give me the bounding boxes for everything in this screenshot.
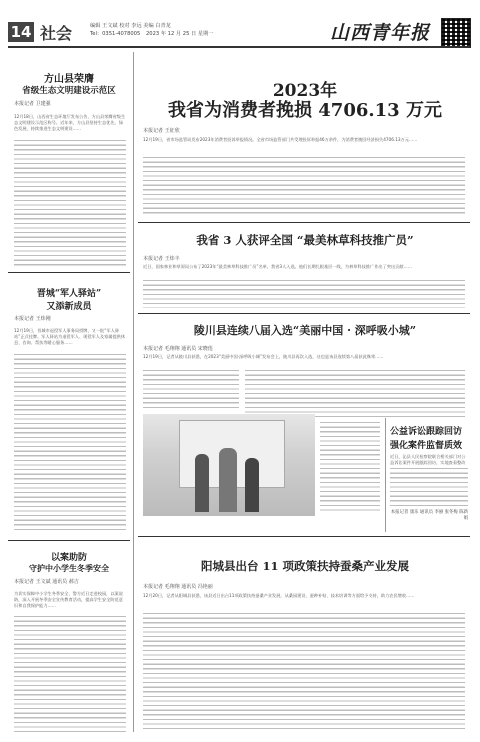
story3-byline: 本报记者 王文斌 通讯员 郝吉 (14, 579, 79, 585)
story3-title-1: 以案助防 (50, 553, 87, 563)
story6-title-2: 强化案件监督质效 (389, 441, 462, 451)
story7-text: 12月20日，记者从阳城县获悉，该县近日出台11项政策扶持蚕桑产业发展，从桑园建设、蚕种补贴、技术培训等方面给予支持，助力农民增收…… (143, 593, 415, 598)
lead-body (143, 155, 465, 217)
story2-byline: 本报记者 王炜刚 (14, 316, 51, 322)
story4-rule (138, 313, 470, 314)
story2-body (14, 352, 126, 530)
story5-body-left (143, 368, 239, 410)
lead-title-2: 我省为消费者挽损 4706.13 万元 (168, 100, 442, 121)
story3-text: 为切实保障中小学生冬季安全，警方近日走进校园，以案说防，深入开展冬季安全宣传教育活动，提高学生安全防范意识和自我保护能力…… (14, 591, 123, 608)
story6-text: 近日，沁县人民检察院联合相关部门对公益诉讼案件开展跟踪回访，实地查看整改 (390, 454, 466, 465)
qr-code-icon (441, 18, 471, 48)
photo-person-1 (195, 454, 209, 512)
story5-body (245, 368, 465, 418)
lead-rule (138, 222, 470, 223)
story4-body (143, 278, 465, 308)
story5-rule (138, 536, 470, 537)
story4-title: 我省 3 人获评全国 “最美林草科技推广员” (196, 233, 414, 247)
story5-photo (143, 414, 315, 516)
story5-text: 12月19日，记者从陵川县获悉，在2023“美丽中国·深呼吸小城”发布会上，陵川县再次入选，这也是该县连续第八届获此殊荣…… (143, 354, 384, 359)
story6-byline: 本报记者 康乐 通讯员 李丽 张冬梅 陈新娟 (390, 510, 468, 521)
story3-body (14, 614, 126, 732)
story7-title: 阳城县出台 11 项政策扶持蚕桑产业发展 (200, 559, 409, 573)
story1-rule (8, 272, 130, 273)
header-rule (8, 46, 470, 48)
story1-text: 12月18日，山西省生态环境厅发布公告，方山县荣膺省级生态文明建设示范区称号。近年来，方山县坚持生态优先、绿色发展，持续推进生态文明建设…… (14, 114, 126, 131)
lead-title-1: 2023年 (272, 81, 338, 101)
header-editors: 编辑 王文斌 校对 李远 美编 白青龙 (90, 23, 171, 29)
story4-byline: 本报记者 王炜丰 (143, 256, 180, 262)
story5-title: 陵川县连续八届入选“美丽中国 · 深呼吸小城” (193, 324, 417, 337)
story7-byline: 本报记者 毛翔翔 通讯员 冯艳丽 (143, 584, 213, 590)
section-name: 社会 (40, 24, 73, 43)
story1-body (14, 138, 126, 266)
header-phone: Tel：0351-4078005 (90, 31, 141, 37)
story5-byline: 本报记者 毛翔翔 通讯员 宋晓莲 (143, 346, 213, 352)
story2-title-1: 晋城“军人驿站” (36, 289, 102, 299)
story1-byline: 本报记者 卫建强 (14, 101, 51, 107)
story6-title-1: 公益诉讼跟踪回访 (389, 427, 462, 437)
lead-text: 12月19日，省市场监管局发布2023年消费者投诉举报情况。全省市场监管部门共受理投诉举报46万余件，为消费者挽回经济损失4706.13万元…… (143, 137, 418, 142)
story2-rule (8, 540, 130, 541)
story7-body (143, 611, 465, 732)
story5-body-center (320, 420, 380, 514)
lead-byline: 本报记者 王征欣 (143, 128, 180, 134)
left-column-divider (133, 52, 134, 732)
photo-person-3 (245, 458, 259, 512)
story4-text: 近日，国家林业和草原局公布了2023年“最美林草科技推广员”名单，我省3人入选。他们长期扎根基层一线，为林草科技推广作出了突出贡献…… (143, 264, 412, 269)
story6-body (390, 466, 468, 508)
story2-text: 12月19日，晋城市退役军人事务局授牌，又一批“军人驿站”正式挂牌。军人驿站为退役军人、现役军人及家属提供休息、咨询、帮扶等暖心服务…… (14, 328, 126, 345)
masthead-logo: 山西青年报 (330, 22, 431, 44)
page-number: 14 (8, 22, 34, 42)
story1-title-1: 方山县荣膺 (44, 74, 94, 85)
story3-title-2: 守护中小学生冬季安全 (29, 563, 109, 573)
photo-person-2 (219, 448, 237, 512)
story1-title-2: 省级生态文明建设示范区 (22, 86, 116, 96)
story2-title-2: 又添新成员 (46, 302, 92, 312)
header-date: 2023 年 12 月 25 日 星期一 (146, 31, 214, 37)
